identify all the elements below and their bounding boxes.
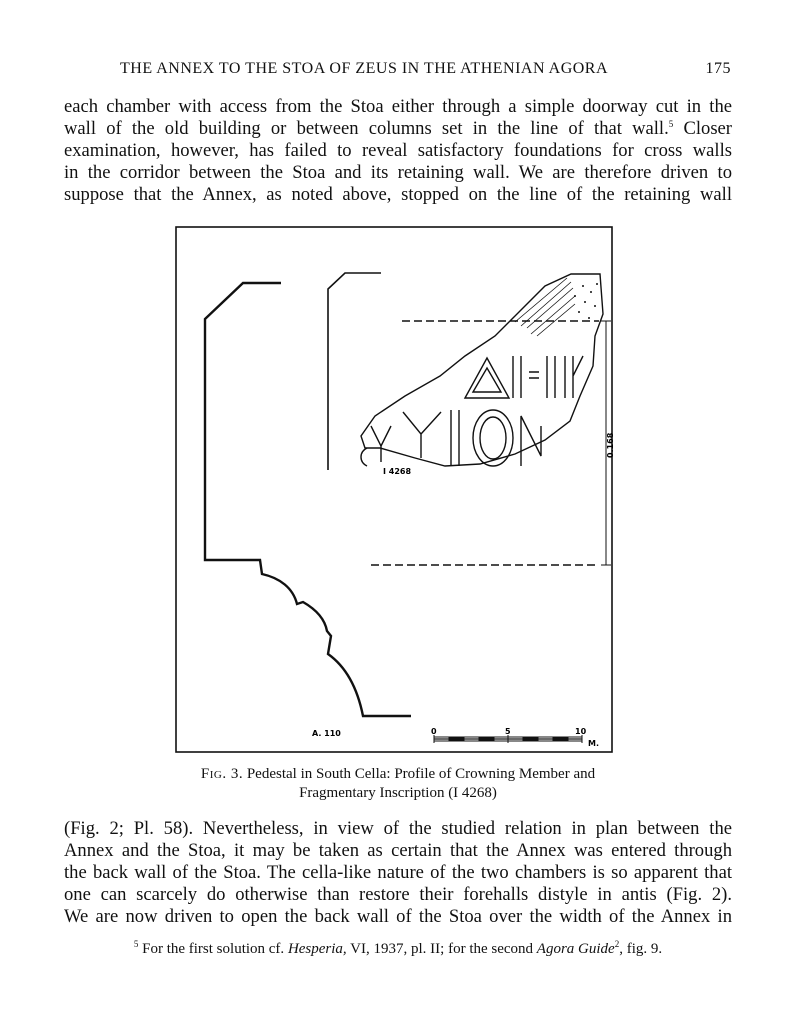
footnote: $^5$ For the first solution cf. Hesperia, VI, 1937, pl. II; for the second Agora Guide$^2$, fig. 9. bbox=[133, 939, 663, 957]
guide-title: Agora Guide bbox=[536, 941, 615, 957]
inscription-letters-row1 bbox=[465, 356, 583, 398]
profile-label: A. 110 bbox=[312, 729, 341, 738]
text-line: in the corridor between the Stoa and its retaining wall. We are therefore driven to bbox=[64, 162, 732, 183]
height-label: 0.168 bbox=[606, 432, 615, 458]
running-header bbox=[64, 60, 731, 84]
footnote-marker: 5 bbox=[133, 939, 139, 949]
scale-bar bbox=[431, 727, 599, 748]
text-line: Annex and the Stoa, it may be taken as certain that the Annex was entered through bbox=[64, 840, 732, 861]
journal-title: Hesperia, bbox=[287, 941, 347, 957]
scale-label-5: 5 bbox=[505, 727, 511, 736]
running-title: THE ANNEX TO THE STOA OF ZEUS IN THE ATHENIAN AGORA bbox=[120, 60, 609, 77]
paragraph-top bbox=[64, 96, 732, 206]
scale-label-10: 10 bbox=[575, 727, 587, 736]
scale-label-0: 0 bbox=[431, 727, 437, 736]
paragraph-bottom bbox=[64, 818, 732, 928]
text-line: one can scarcely do otherwise than restore their forehalls distyle in antis (Fig. 2). bbox=[64, 884, 732, 905]
fragment-stippling bbox=[574, 283, 598, 319]
footnote-ref[interactable]: 5 bbox=[668, 118, 674, 129]
text-line: suppose that the Annex, as noted above, stopped on the line of the retaining wall bbox=[64, 184, 732, 205]
text-line: the back wall of the Stoa. The cella-like nature of the two chambers is so apparent that bbox=[64, 862, 732, 883]
figure-3 bbox=[175, 226, 613, 753]
figure-frame bbox=[176, 227, 612, 752]
scale-unit: M. bbox=[588, 739, 599, 748]
text-line: examination, however, has failed to reveal satisfactory foundations for cross walls bbox=[64, 140, 732, 161]
text-line: We are now driven to open the back wall of the Stoa over the width of the Annex in bbox=[64, 906, 732, 927]
text-line: wall of the old building or between columns set in the line of that wall.$^5$ Closer bbox=[64, 118, 732, 139]
caption-line-1: Pedestal in South Cella: Profile of Crowning Member and bbox=[246, 766, 596, 782]
figure-caption bbox=[64, 765, 732, 803]
profile-outline bbox=[205, 283, 411, 716]
page-number: 175 bbox=[705, 60, 731, 77]
block-outline bbox=[328, 273, 381, 470]
figure-drawing bbox=[175, 226, 613, 753]
inscription-letters-row2 bbox=[361, 410, 541, 466]
inscription-number: I 4268 bbox=[383, 467, 412, 476]
text-line: each chamber with access from the Stoa either through a simple doorway cut in the bbox=[64, 96, 732, 117]
fig-label: Fig. 3. bbox=[200, 766, 244, 782]
text-line: (Fig. 2; Pl. 58). Nevertheless, in view of the studied relation in plan between the bbox=[64, 818, 732, 839]
caption-line-2: Fragmentary Inscription (I 4268) bbox=[299, 785, 497, 801]
